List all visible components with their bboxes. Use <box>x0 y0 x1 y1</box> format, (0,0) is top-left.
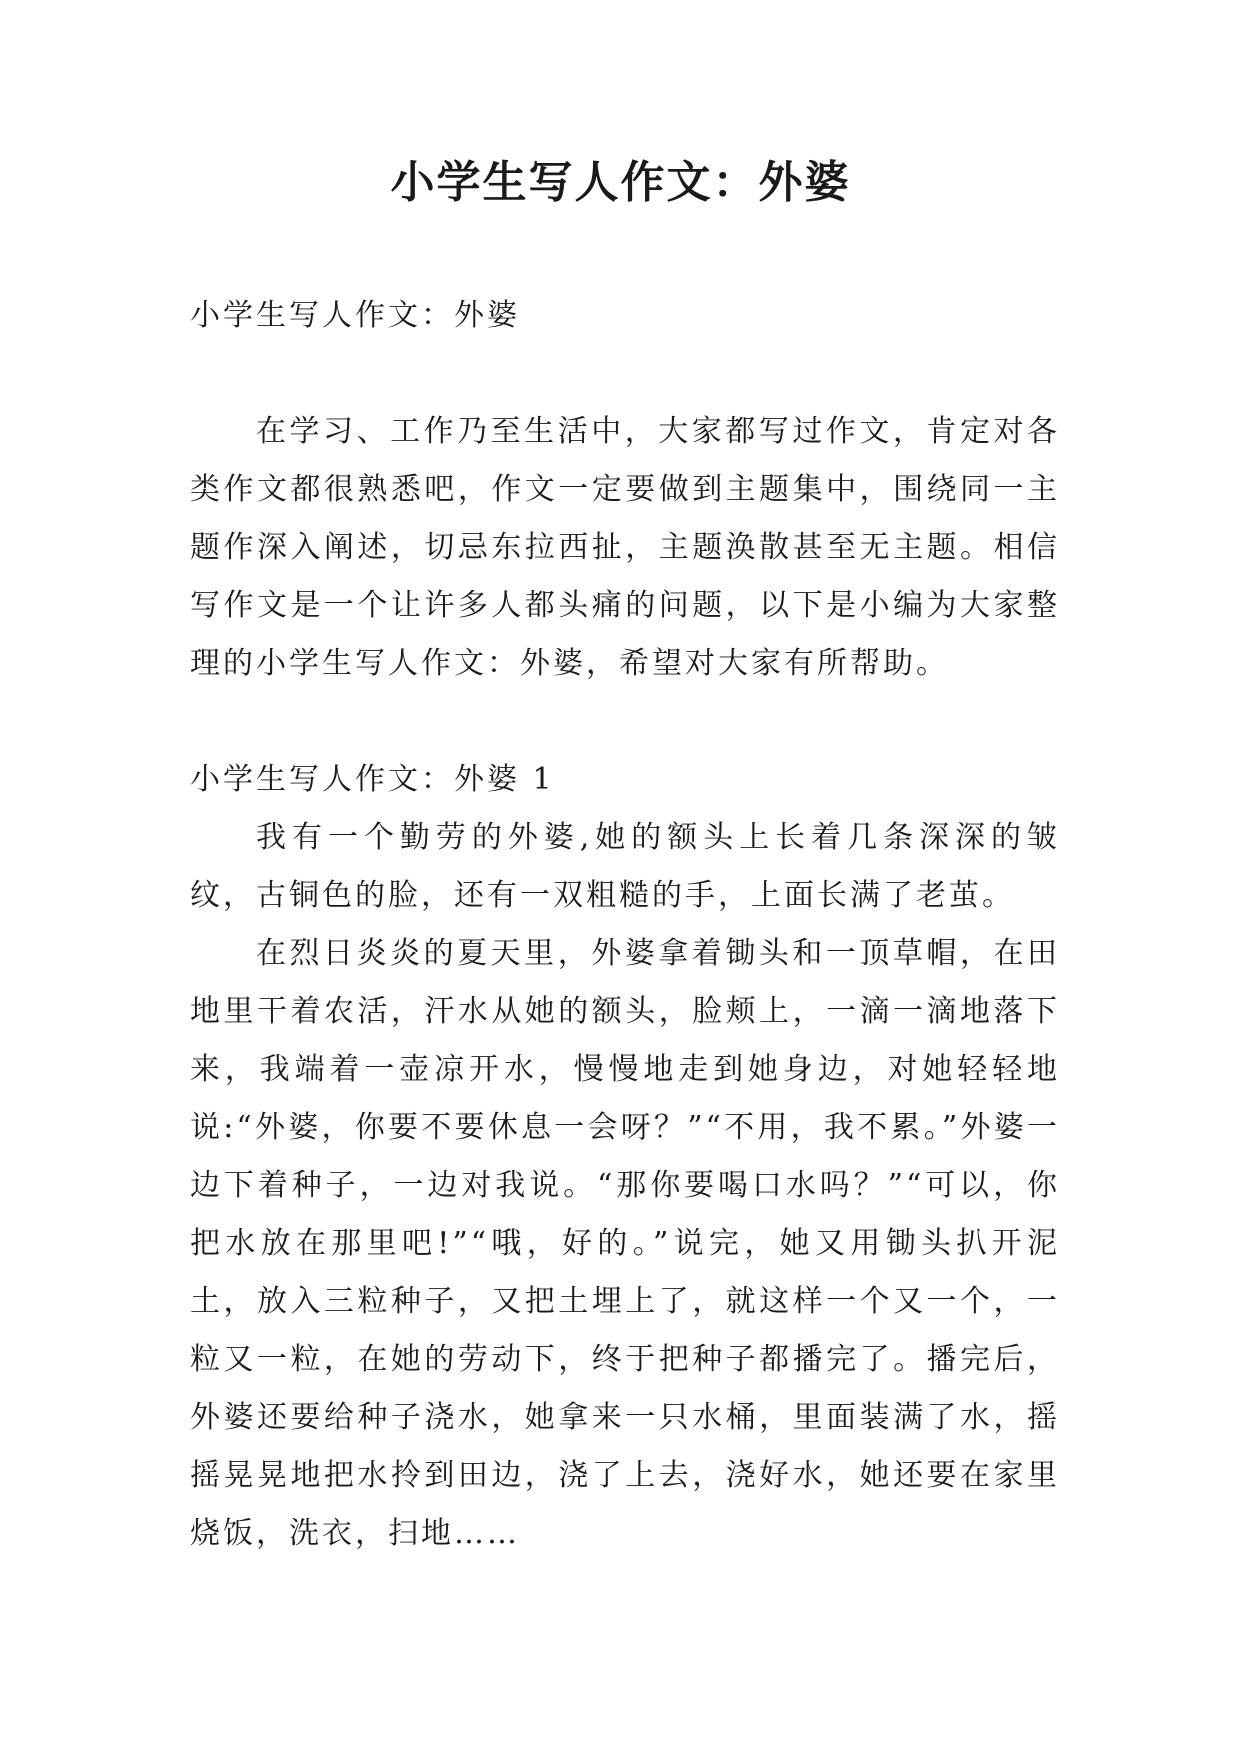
body-paragraph-1: 我有一个勤劳的外婆,她的额头上长着几条深深的皱纹，古铜色的脸，还有一双粗糙的手，上面长满了老茧。 <box>190 820 1060 913</box>
document-subtitle: 小学生写人作文：外婆 <box>190 298 520 333</box>
section-heading: 小学生写人作文：外婆 1 <box>190 762 555 797</box>
spacer <box>190 693 1060 751</box>
document-title: 小学生写人作文：外婆 <box>390 157 851 208</box>
intro-paragraph: 在学习、工作乃至生活中，大家都写过作文，肯定对各类作文都很熟悉吧，作文一定要做到主题集中，围绕同一主题作深入阐述，切忌东拉西扯，主题涣散甚至无主题。相信写作文是一个让许多人都头痛的问题，以下是小编为大家整理的小学生写人作文：外婆，希望对大家有所帮助。 <box>190 414 1060 681</box>
body-paragraph-2: 在烈日炎炎的夏天里，外婆拿着锄头和一顶草帽，在田地里干着农活，汗水从她的额头，脸颊上，一滴一滴地落下来，我端着一壶凉开水，慢慢地走到她身边，对她轻轻地说:“外婆，你要不要休息一会呀？”“不用，我不累。”外婆一边下着种子，一边对我说。“那你要喝口水吗？”“可以，你把水放在那里吧!”“哦，好的。”说完，她又用锄头扒开泥土，放入三粒种子，又把土埋上了，就这样一个又一个，一粒又一粒，在她的劳动下，终于把种子都播完了。播完后，外婆还要给种子浇水，她拿来一只水桶，里面装满了水，摇摇晃晃地把水拎到田边，浇了上去，浇好水，她还要在家里烧饭，洗衣，扫地…… <box>190 936 1060 1551</box>
document-body <box>190 287 1060 1563</box>
spacer <box>190 345 1060 403</box>
